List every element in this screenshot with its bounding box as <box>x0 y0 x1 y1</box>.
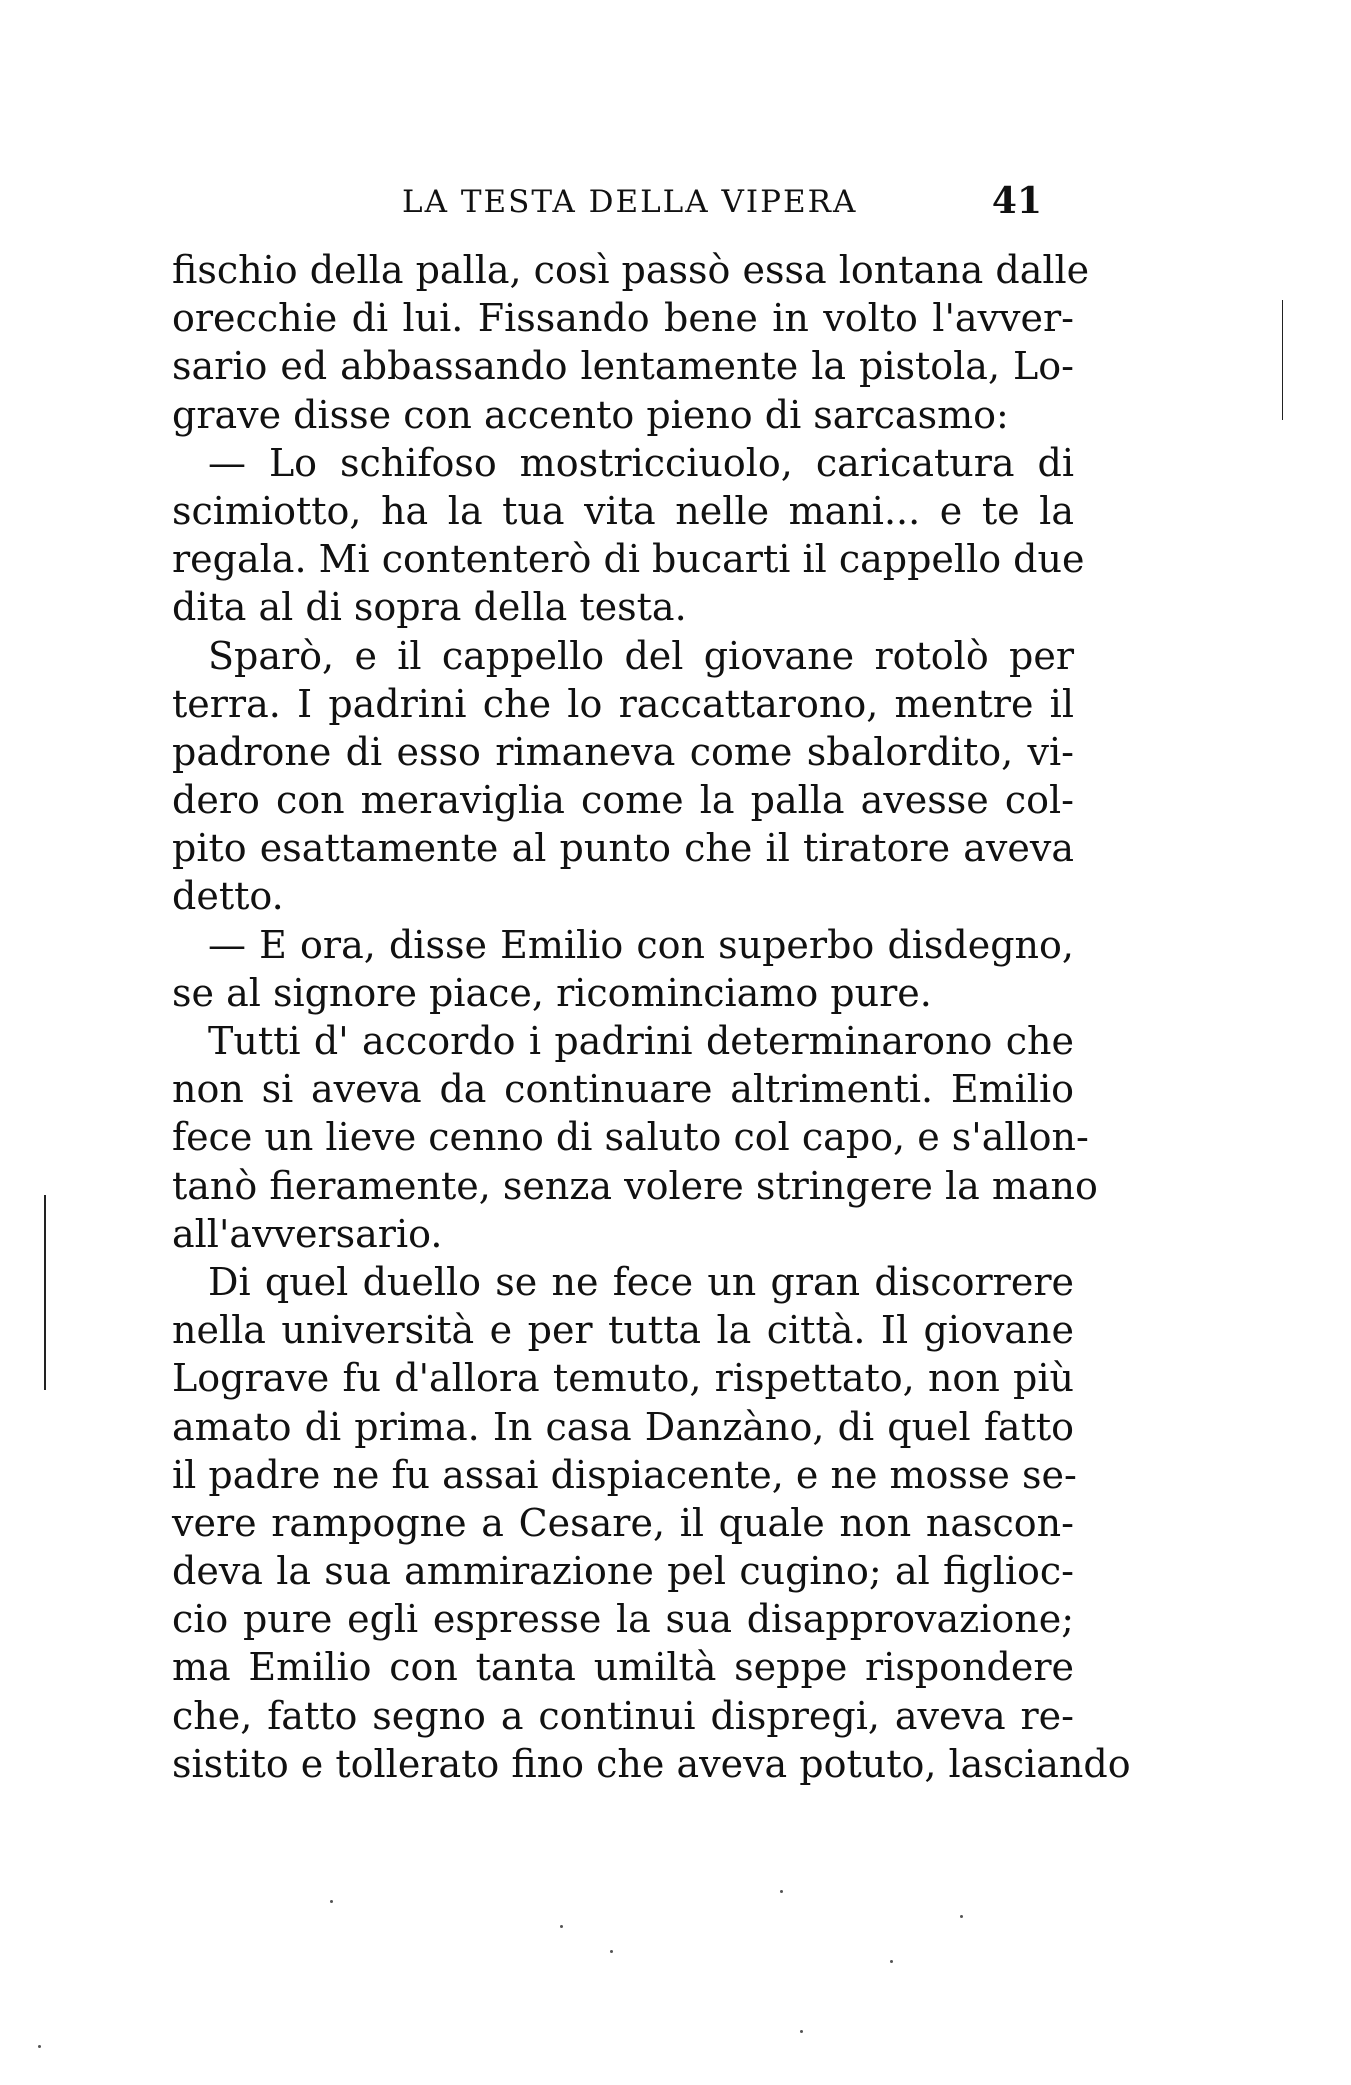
scan-speck <box>330 1900 333 1903</box>
text-line: grave disse con accento pieno di sarcasmo: <box>172 392 1009 437</box>
text-line: che, fatto segno a continui dispregi, aveva re- <box>172 1693 1074 1738</box>
body-text <box>172 246 1131 1788</box>
text-line: non si aveva da continuare altrimenti. Emilio <box>172 1067 1074 1112</box>
text-line: dita al di sopra della testa. <box>172 585 687 630</box>
text-line: Tutti d' accordo i padrini determinarono che <box>208 1019 1074 1063</box>
text-line: il padre ne fu assai dispiacente, e ne mosse se- <box>172 1452 1077 1497</box>
text-line: scimiotto, ha la tua vita nelle mani... e te la <box>172 488 1074 533</box>
right-margin-mark <box>1282 300 1283 420</box>
text-line: dero con meraviglia come la palla avesse col- <box>172 778 1074 823</box>
text-line: — E ora, disse Emilio con superbo disdegno, <box>208 922 1074 967</box>
text-line: all'avversario. <box>172 1211 443 1256</box>
scan-speck <box>890 1960 893 1963</box>
text-line: deva la sua ammirazione pel cugino; al figlioc- <box>172 1549 1074 1594</box>
scan-speck <box>780 1890 783 1893</box>
text-line: regala. Mi contenterò di bucarti il cappello due <box>172 537 1085 582</box>
text-line: orecchie di lui. Fissando bene in volto l'avver- <box>172 296 1074 341</box>
page-number: 41 <box>991 180 1042 222</box>
left-margin-mark <box>44 1195 46 1390</box>
scan-speck <box>610 1950 613 1953</box>
text-line: cio pure egli espresse la sua disapprovazione; <box>172 1597 1074 1642</box>
text-line: vere rampogne a Cesare, il quale non nascon- <box>172 1500 1074 1545</box>
text-line: sistito e tollerato fino che aveva potuto, lasciando <box>172 1741 1131 1786</box>
scan-speck <box>560 1925 563 1928</box>
text-line: terra. I padrini che lo raccattarono, mentre il <box>172 681 1074 726</box>
text-line: tanò fieramente, senza volere stringere la mano <box>172 1163 1098 1208</box>
page-header <box>402 180 1042 228</box>
text-line: nella università e per tutta la città. Il giovane <box>172 1308 1074 1353</box>
text-line: padrone di esso rimaneva come sbalordito, vi- <box>172 729 1074 774</box>
text-line: sario ed abbassando lentamente la pistola, Lo- <box>172 344 1074 389</box>
text-line: Di quel duello se ne fece un gran discorrere <box>208 1259 1074 1304</box>
scan-speck <box>38 2045 41 2048</box>
text-line: detto. <box>172 874 284 919</box>
text-line: fischio della palla, così passò essa lontana dalle <box>172 248 1090 292</box>
text-line: ma Emilio con tanta umiltà seppe rispondere <box>172 1645 1074 1690</box>
text-line: pito esattamente al punto che il tiratore aveva <box>172 826 1074 871</box>
text-line: amato di prima. In casa Danzàno, di quel fatto <box>172 1404 1074 1449</box>
scan-speck <box>800 2030 803 2033</box>
text-line: — Lo schifoso mostricciuolo, caricatura di <box>208 440 1074 485</box>
text-line: se al signore piace, ricominciamo pure. <box>172 970 932 1015</box>
running-head: LA TESTA DELLA VIPERA <box>402 184 858 220</box>
text-line: fece un lieve cenno di saluto col capo, e s'allon- <box>172 1115 1089 1160</box>
text-line: Sparò, e il cappello del giovane rotolò per <box>208 633 1074 678</box>
text-line: Lograve fu d'allora temuto, rispettato, non più <box>172 1356 1074 1401</box>
scan-speck <box>960 1915 963 1918</box>
